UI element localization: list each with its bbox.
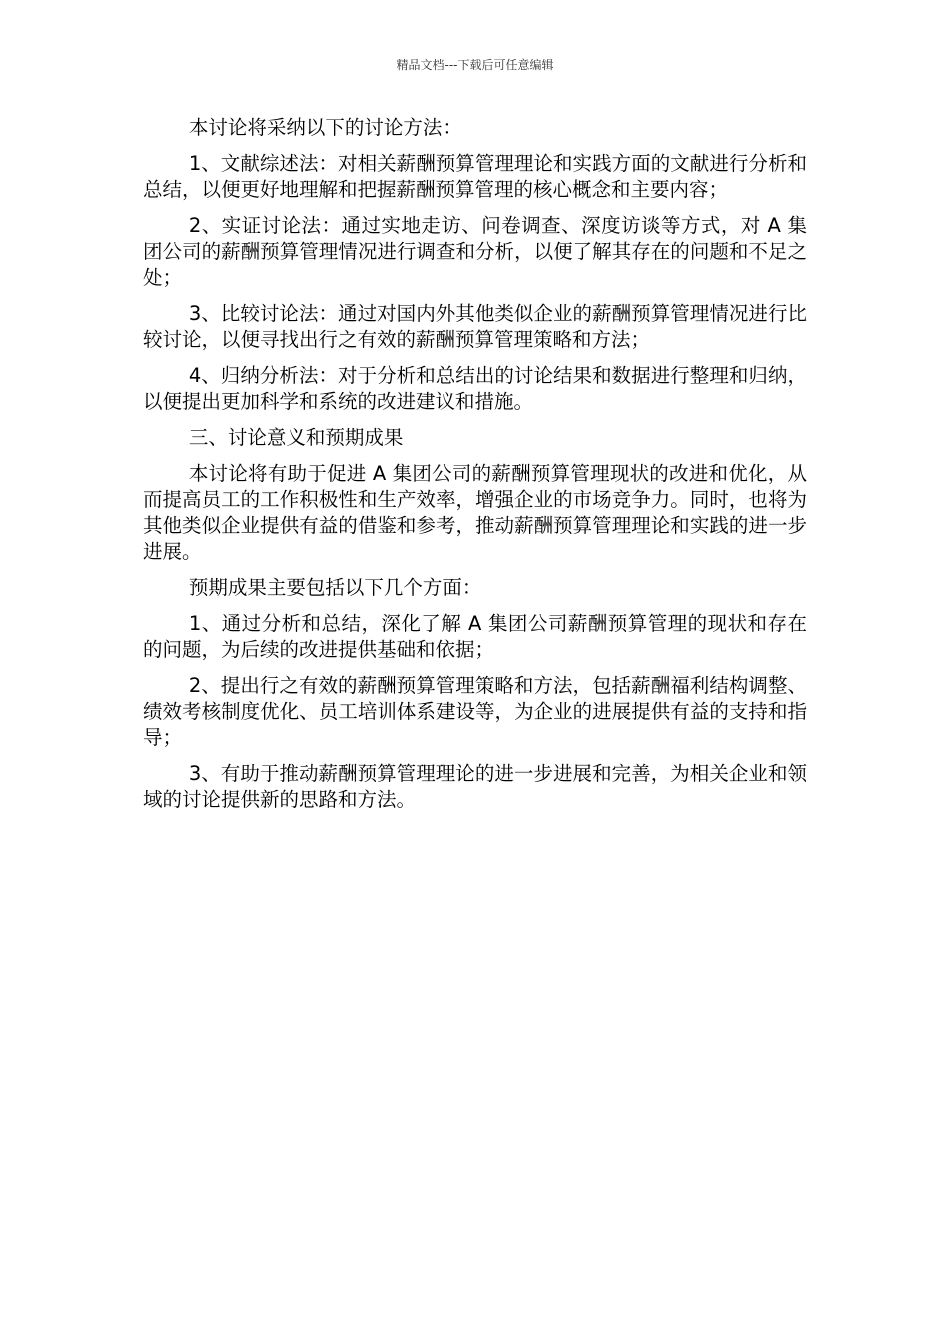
paragraph-literature-review: 1、文献综述法：对相关薪酬预算管理理论和实践方面的文献进行分析和总结，以便更好地理解和把握薪酬预算管理的核心概念和主要内容；	[143, 152, 807, 201]
paragraph-outcome-3: 3、有助于推动薪酬预算管理理论的进一步进展和完善，为相关企业和领域的讨论提供新的思路和方法。	[143, 762, 807, 811]
paragraph-inductive-analysis: 4、归纳分析法：对于分析和总结出的讨论结果和数据进行整理和归纳，以便提出更加科学和系统的改进建议和措施。	[143, 364, 807, 413]
document-body	[143, 115, 807, 823]
paragraph-significance: 本讨论将有助于促进 A 集团公司的薪酬预算管理现状的改进和优化，从而提高员工的工作积极性和生产效率，增强企业的市场竞争力。同时，也将为其他类似企业提供有益的借鉴和参考，推动薪酬预算管理理论和实践的进一步进展。	[143, 462, 807, 563]
paragraph-comparative-research: 3、比较讨论法：通过对国内外其他类似企业的薪酬预算管理情况进行比较讨论，以便寻找出行之有效的薪酬预算管理策略和方法；	[143, 302, 807, 351]
paragraph-methods-intro: 本讨论将采纳以下的讨论方法：	[188, 116, 462, 139]
page-header: 精品文档---下载后可任意编辑	[396, 58, 554, 72]
paragraph-outcomes-intro: 预期成果主要包括以下几个方面：	[188, 576, 482, 599]
paragraph-empirical-research: 2、实证讨论法：通过实地走访、问卷调查、深度访谈等方式，对 A 集团公司的薪酬预算管理情况进行调查和分析，以便了解其存在的问题和不足之处；	[143, 214, 807, 289]
paragraph-outcome-1: 1、通过分析和总结，深化了解 A 集团公司薪酬预算管理的现状和存在的问题，为后续的改进提供基础和依据；	[143, 612, 807, 661]
paragraph-outcome-2: 2、提出行之有效的薪酬预算管理策略和方法，包括薪酬福利结构调整、绩效考核制度优化、员工培训体系建设等，为企业的进展提供有益的支持和指导；	[143, 674, 807, 749]
section-heading: 三、讨论意义和预期成果	[188, 426, 404, 449]
